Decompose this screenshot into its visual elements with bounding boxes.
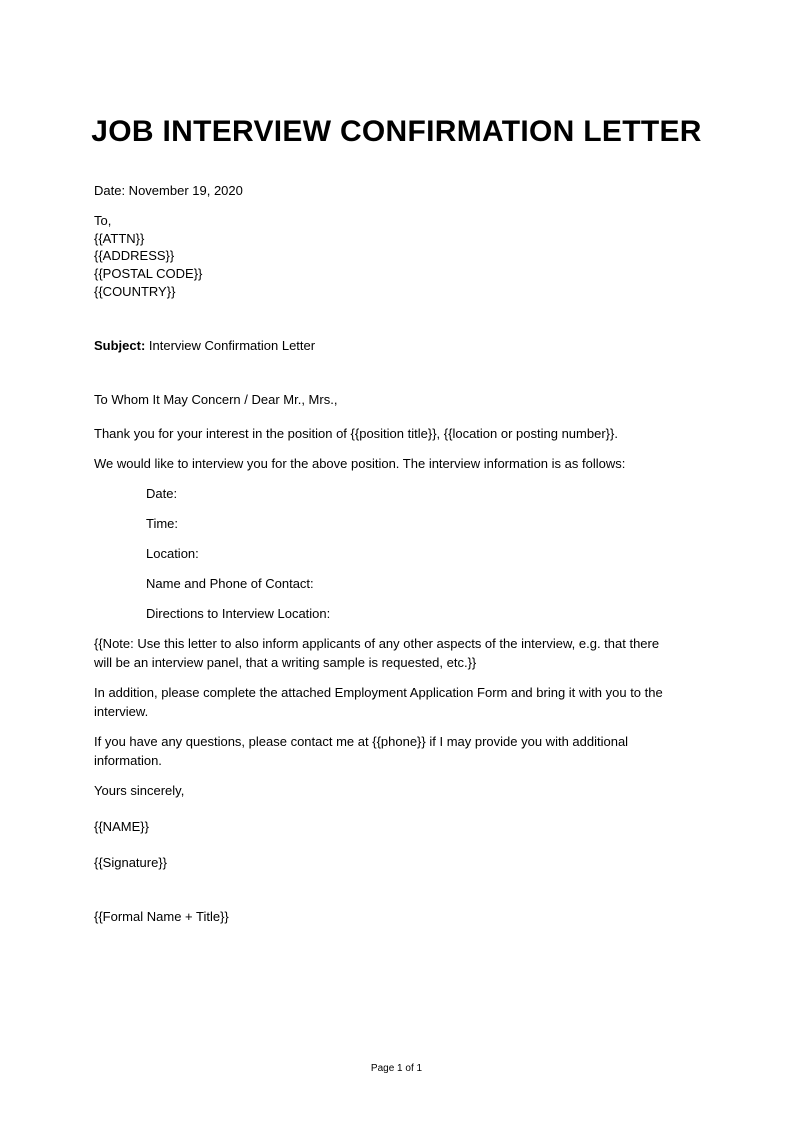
questions-line-2: information.	[94, 753, 162, 768]
note-line-1: {{Note: Use this letter to also inform applicants of any other aspects of the interview, e.g. that there	[94, 636, 660, 651]
subject-line	[94, 337, 315, 355]
interview-field-directions: Directions to Interview Location:	[146, 606, 331, 621]
addition-line-2: interview.	[94, 704, 149, 719]
addition-line-1: In addition, please complete the attached Employment Application Form and bring it with you to the	[94, 685, 663, 700]
subject-label: Subject:	[94, 338, 146, 353]
page-number: Page 1 of 1	[370, 1063, 423, 1074]
paragraph-interview: We would like to interview you for the above position. The interview information is as follows:	[94, 456, 626, 471]
recipient-address: {{ADDRESS}}	[94, 248, 175, 263]
sender-formal-name: {{Formal Name + Title}}	[94, 909, 229, 924]
sender-name: {{NAME}}	[94, 819, 149, 834]
recipient-to: To,	[94, 213, 112, 228]
questions-line-1: If you have any questions, please contact me at {{phone}} if I may provide you with additional	[94, 734, 629, 749]
interview-field-location: Location:	[146, 546, 199, 561]
recipient-postal-code: {{POSTAL CODE}}	[94, 266, 203, 281]
recipient-attn: {{ATTN}}	[94, 231, 145, 246]
salutation: To Whom It May Concern / Dear Mr., Mrs.,	[94, 392, 338, 407]
recipient-country: {{COUNTRY}}	[94, 284, 176, 299]
note-line-2: will be an interview panel, that a writing sample is requested, etc.}}	[94, 655, 477, 670]
document-title: JOB INTERVIEW CONFIRMATION LETTER	[91, 115, 702, 148]
paragraph-thanks: Thank you for your interest in the position of {{position title}}, {{location or posting number}}.	[94, 426, 618, 441]
interview-field-date: Date:	[146, 486, 178, 501]
sender-signature: {{Signature}}	[94, 855, 168, 870]
date-line: Date: November 19, 2020	[94, 183, 243, 198]
interview-field-contact: Name and Phone of Contact:	[146, 576, 314, 591]
interview-field-time: Time:	[146, 516, 179, 531]
subject-text: Interview Confirmation Letter	[145, 338, 316, 353]
closing: Yours sincerely,	[94, 783, 185, 798]
